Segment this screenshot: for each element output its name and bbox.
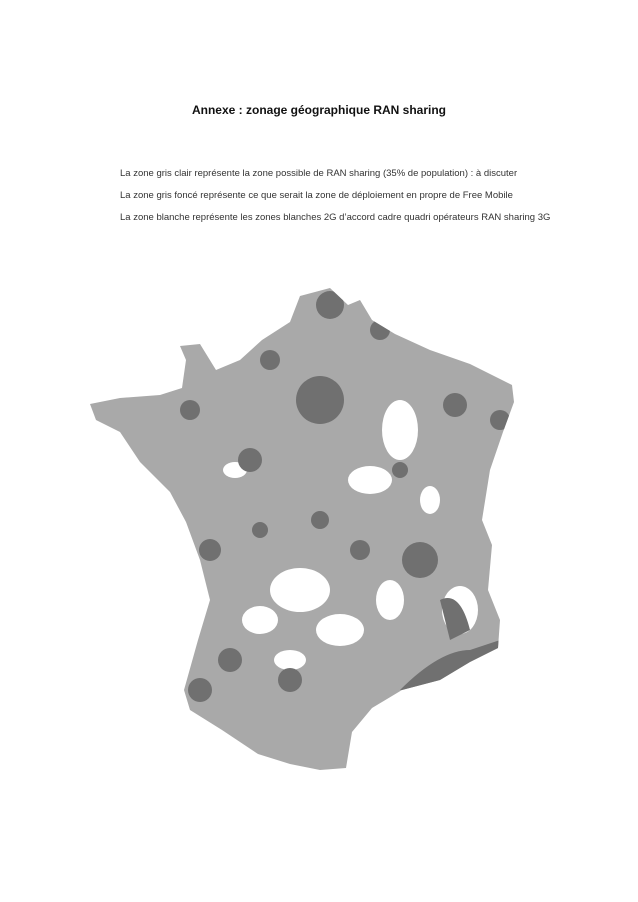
light-zone — [90, 288, 514, 770]
legend-dark-grey: La zone gris foncé représente ce que serait la zone de déploiement en propre de Free Mobile — [120, 190, 513, 201]
page-title: Annexe : zonage géographique RAN sharing — [191, 103, 447, 117]
legend-light-grey: La zone gris clair représente la zone possible de RAN sharing (35% de population) : à discuter — [120, 168, 518, 179]
legend-white: La zone blanche représente les zones blanches 2G d’accord cadre quadri opérateurs RAN sharing 3G — [120, 212, 551, 223]
